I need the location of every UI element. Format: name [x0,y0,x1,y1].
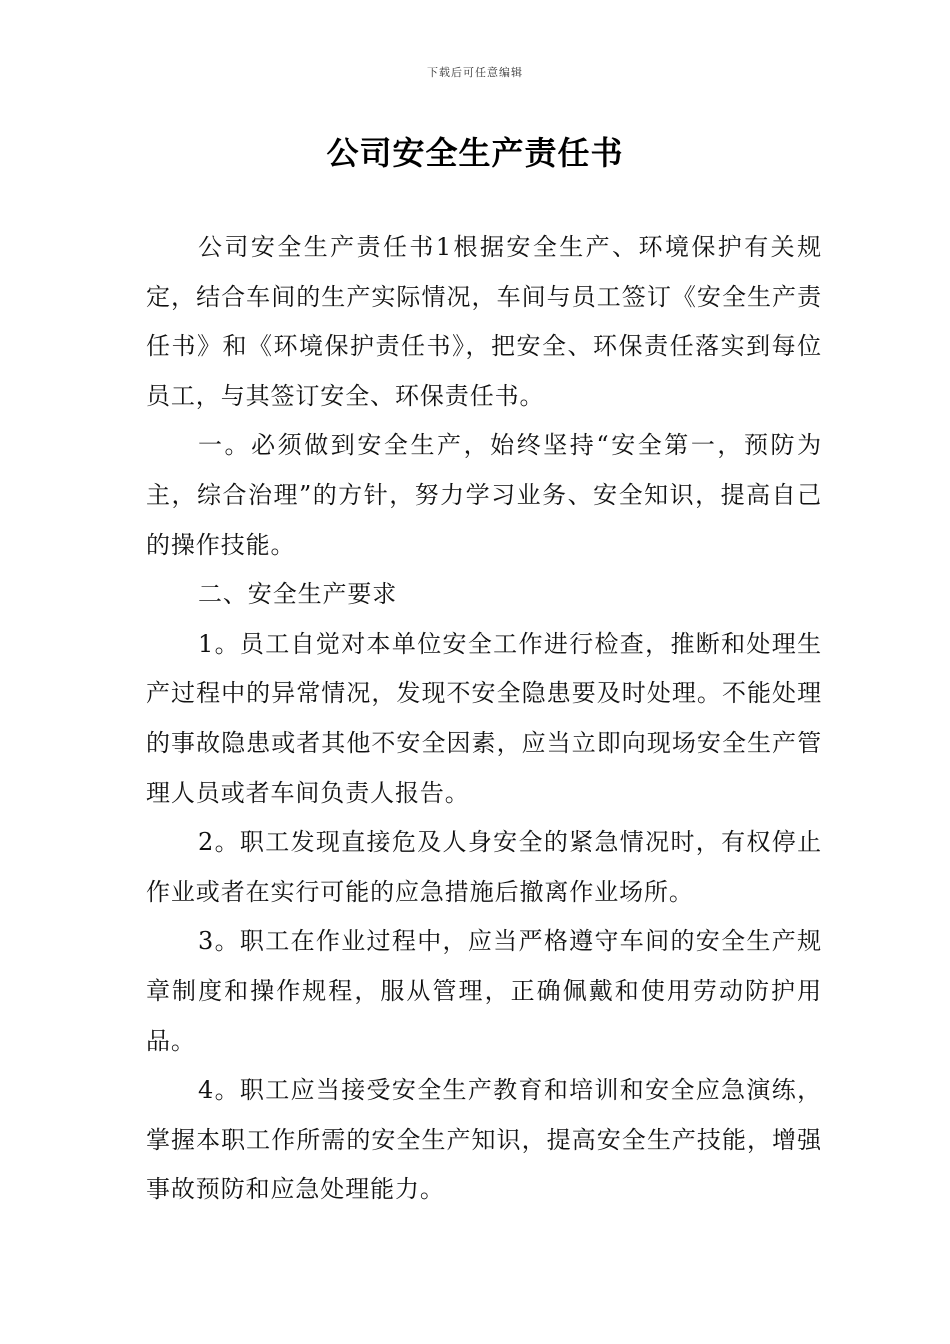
paragraph-item-4: 4。职工应当接受安全生产教育和培训和安全应急演练，掌握本职工作所需的安全生产知识，提高安全生产技能，增强事故预防和应急处理能力。 [146,1076,822,1204]
paragraph-item-3: 3。职工在作业过程中，应当严格遵守车间的安全生产规章制度和操作规程，服从管理，正确佩戴和使用劳动防护用品。 [146,927,822,1055]
document-body [146,223,822,1215]
paragraph-item-2: 2。职工发现直接危及人身安全的紧急情况时，有权停止作业或者在实行可能的应急措施后撤离作业场所。 [146,828,822,906]
paragraph-section-1: 一。必须做到安全生产，始终坚持“安全第一，预防为主，综合治理”的方针，努力学习业务、安全知识，提高自己的操作技能。 [146,431,822,559]
header-note: 下载后可任意编辑 [427,66,523,79]
paragraph-section-2-heading: 二、安全生产要求 [198,580,398,609]
paragraph-item-1: 1。员工自觉对本单位安全工作进行检查，推断和处理生产过程中的异常情况，发现不安全隐患要及时处理。不能处理的事故隐患或者其他不安全因素，应当立即向现场安全生产管理人员或者车间负责人报告。 [146,629,822,807]
document-title: 公司安全生产责任书 [326,134,624,172]
paragraph-intro: 公司安全生产责任书1根据安全生产、环境保护有关规定，结合车间的生产实际情况，车间与员工签订《安全生产责任书》和《环境保护责任书》，把安全、环保责任落实到每位员工，与其签订安全、环保责任书。 [146,233,822,410]
